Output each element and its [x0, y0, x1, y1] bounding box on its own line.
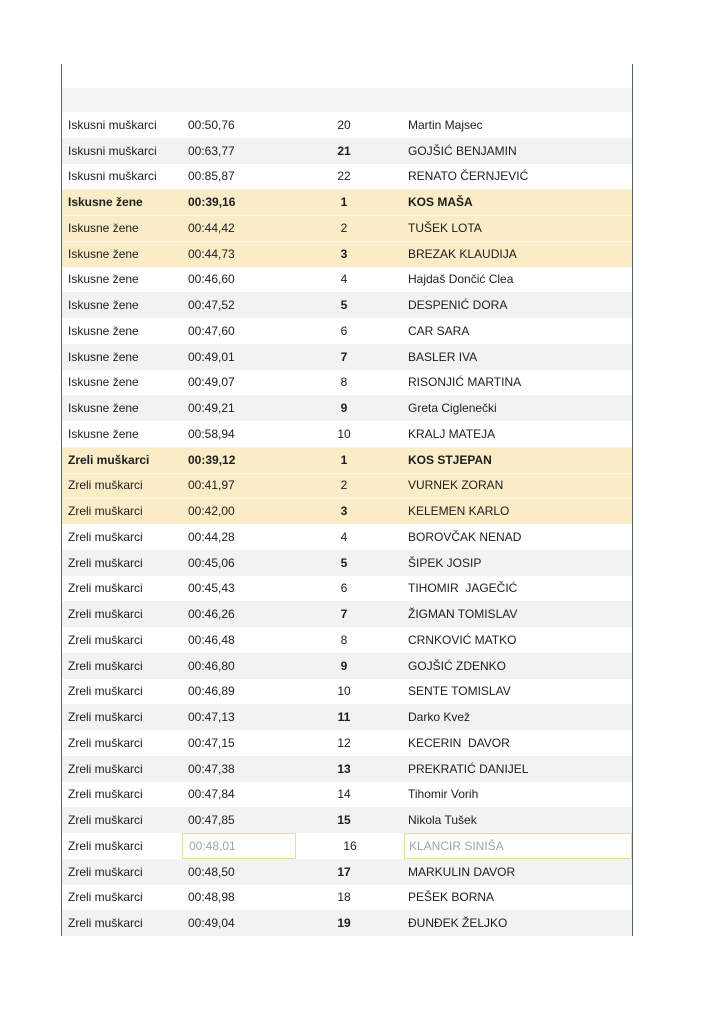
table-row — [62, 859, 632, 885]
time-cell: 00:47,85 — [188, 813, 235, 828]
table-row — [62, 910, 632, 936]
rank-cell: 22 — [337, 169, 351, 184]
rank-cell: 10 — [337, 684, 351, 699]
rank-cell: 7 — [340, 607, 348, 622]
rank-cell: 1 — [340, 452, 348, 467]
time-cell: 00:47,84 — [188, 787, 235, 802]
category-cell: Zreli muškarci — [68, 504, 143, 519]
time-cell: 00:44,73 — [188, 246, 235, 261]
time-cell: 00:49,04 — [188, 916, 235, 931]
rank-cell: 19 — [337, 916, 351, 931]
time-cell: 00:49,07 — [188, 375, 235, 390]
rank-cell: 7 — [340, 349, 348, 364]
table-row — [62, 473, 632, 499]
table-row — [62, 447, 632, 473]
name-cell: MARKULIN DAVOR — [408, 864, 516, 879]
time-cell: 00:45,06 — [188, 555, 235, 570]
name-cell: KOS MAŠA — [408, 195, 473, 210]
table-row — [62, 576, 632, 602]
name-cell: KOS STJEPAN — [408, 452, 492, 467]
table-row — [62, 267, 632, 293]
rank-cell: 6 — [340, 581, 348, 596]
time-cell: 00:49,01 — [188, 349, 235, 364]
time-cell: 00:48,50 — [188, 864, 235, 879]
time-cell: 00:58,94 — [188, 426, 235, 441]
rank-cell: 11 — [337, 710, 351, 725]
table-row — [62, 627, 632, 653]
category-cell: Zreli muškarci — [68, 478, 143, 493]
category-cell: Zreli muškarci — [68, 813, 143, 828]
table-row — [62, 704, 632, 730]
time-cell: 00:47,52 — [188, 298, 235, 313]
category-cell: Iskusne žene — [68, 323, 139, 338]
time-cell: 00:47,15 — [188, 735, 235, 750]
table-row — [62, 601, 632, 627]
rank-cell: 5 — [340, 555, 348, 570]
time-cell: 00:46,48 — [188, 632, 235, 647]
table-row — [62, 344, 632, 370]
category-cell: Zreli muškarci — [68, 916, 143, 931]
time-cell: 00:44,42 — [188, 220, 235, 235]
rank-cell: 16 — [343, 838, 357, 853]
category-cell: Zreli muškarci — [68, 607, 143, 622]
rank-cell: 2 — [340, 478, 348, 493]
table-row — [62, 653, 632, 679]
time-cell: 00:63,77 — [188, 143, 235, 158]
rank-cell: 9 — [340, 658, 348, 673]
category-cell: Zreli muškarci — [68, 787, 143, 802]
time-cell: 00:39,12 — [188, 452, 236, 467]
table-row — [62, 885, 632, 911]
category-cell: Iskusne žene — [68, 272, 139, 287]
name-cell: PREKRATIĆ DANIJEL — [408, 761, 529, 776]
category-cell: Iskusne žene — [68, 298, 139, 313]
category-cell: Iskusne žene — [68, 401, 139, 416]
category-cell: Iskusne žene — [68, 220, 139, 235]
table-row — [62, 807, 632, 833]
name-cell: CRNKOVIĆ MATKO — [408, 632, 517, 647]
results-sheet — [61, 64, 633, 936]
time-cell: 00:48,98 — [188, 890, 235, 905]
rank-cell: 5 — [340, 298, 348, 313]
name-cell: BOROVČAK NENAD — [408, 529, 522, 544]
time-cell: 00:46,80 — [188, 658, 235, 673]
name-cell: TIHOMIR JAGEČIĆ — [408, 581, 518, 596]
name-cell: RISONJIĆ MARTINA — [408, 375, 522, 390]
name-cell: GOJŠIĆ ZDENKO — [408, 658, 507, 673]
time-cell: 00:49,21 — [188, 401, 235, 416]
name-cell: Tihomir Vorih — [408, 787, 479, 802]
table-row — [62, 370, 632, 396]
rank-cell: 20 — [337, 117, 351, 132]
time-cell: 00:47,13 — [188, 710, 235, 725]
table-row — [62, 138, 632, 164]
rank-cell: 8 — [340, 375, 348, 390]
rank-cell: 12 — [337, 735, 351, 750]
category-cell: Zreli muškarci — [68, 735, 143, 750]
table-row — [62, 421, 632, 447]
time-cell: 00:85,87 — [188, 169, 235, 184]
time-cell: 00:46,89 — [188, 684, 235, 699]
category-cell: Iskusne žene — [68, 195, 143, 210]
table-row — [62, 112, 632, 138]
name-cell: KELEMEN KARLO — [408, 504, 510, 519]
name-cell: DESPENIĆ DORA — [408, 298, 508, 313]
name-cell: ĐUNĐEK ŽELJKO — [408, 916, 508, 931]
name-cell: ŠIPEK JOSIP — [408, 555, 482, 570]
category-cell: Zreli muškarci — [68, 761, 143, 776]
time-cell: 00:46,60 — [188, 272, 235, 287]
table-row — [62, 395, 632, 421]
rank-cell: 18 — [337, 890, 351, 905]
rank-cell: 13 — [337, 761, 351, 776]
time-cell: 00:42,00 — [188, 504, 235, 519]
name-cell: KRALJ MATEJA — [408, 426, 496, 441]
name-cell: ŽIGMAN TOMISLAV — [408, 607, 518, 622]
time-cell: 00:44,28 — [188, 529, 235, 544]
rank-cell: 21 — [337, 143, 351, 158]
category-cell: Iskusni muškarci — [68, 117, 157, 132]
table-row — [62, 189, 632, 215]
results-rows — [62, 112, 632, 936]
time-cell: 00:46,26 — [188, 607, 235, 622]
category-cell: Zreli muškarci — [68, 555, 143, 570]
table-row — [62, 833, 632, 859]
table-row — [62, 241, 632, 267]
name-cell: RENATO ČERNJEVIĆ — [408, 169, 529, 184]
category-cell: Zreli muškarci — [68, 632, 143, 647]
category-cell: Iskusni muškarci — [68, 143, 157, 158]
category-cell: Zreli muškarci — [68, 581, 143, 596]
time-cell: 00:45,43 — [188, 581, 235, 596]
time-cell: 00:47,60 — [188, 323, 235, 338]
category-cell: Iskusne žene — [68, 349, 139, 364]
rank-cell: 15 — [337, 813, 351, 828]
name-cell: CAR SARA — [408, 323, 470, 338]
name-cell: TUŠEK LOTA — [408, 220, 482, 235]
table-row — [62, 318, 632, 344]
rank-cell: 4 — [340, 272, 348, 287]
name-cell: GOJŠIĆ BENJAMIN — [408, 143, 517, 158]
rank-cell: 9 — [340, 401, 348, 416]
rank-cell: 1 — [340, 195, 348, 210]
name-cell: Hajdaš Dončić Clea — [408, 272, 514, 287]
category-cell: Zreli muškarci — [68, 684, 143, 699]
rank-cell: 3 — [340, 504, 348, 519]
table-row — [62, 524, 632, 550]
category-cell: Zreli muškarci — [68, 452, 150, 467]
time-cell: 00:41,97 — [188, 478, 235, 493]
rank-cell: 2 — [340, 220, 348, 235]
rank-cell: 4 — [340, 529, 348, 544]
rank-cell: 14 — [337, 787, 351, 802]
category-cell: Iskusne žene — [68, 246, 139, 261]
table-row — [62, 782, 632, 808]
sheet-top-spacer — [62, 64, 632, 88]
table-row — [62, 550, 632, 576]
name-cell: SENTE TOMISLAV — [408, 684, 511, 699]
header-band — [62, 88, 632, 112]
category-cell: Zreli muškarci — [68, 838, 143, 853]
time-cell: 00:39,16 — [188, 195, 236, 210]
category-cell: Zreli muškarci — [68, 890, 143, 905]
category-cell: Iskusni muškarci — [68, 169, 157, 184]
table-row — [62, 679, 632, 705]
rank-cell: 6 — [340, 323, 348, 338]
name-cell: Martin Majsec — [408, 117, 483, 132]
category-cell: Zreli muškarci — [68, 658, 143, 673]
category-cell: Zreli muškarci — [68, 864, 143, 879]
name-cell: VURNEK ZORAN — [408, 478, 504, 493]
table-row — [62, 292, 632, 318]
name-cell: KLANCIR SINIŠA — [404, 833, 632, 859]
table-row — [62, 498, 632, 524]
time-cell: 00:50,76 — [188, 117, 235, 132]
table-row — [62, 164, 632, 190]
category-cell: Iskusne žene — [68, 426, 139, 441]
table-row — [62, 730, 632, 756]
name-cell: PEŠEK BORNA — [408, 890, 495, 905]
rank-cell: 10 — [337, 426, 351, 441]
name-cell: KECERIN DAVOR — [408, 735, 510, 750]
name-cell: Nikola Tušek — [408, 813, 477, 828]
name-cell: Greta Ciglenečki — [408, 401, 497, 416]
category-cell: Zreli muškarci — [68, 710, 143, 725]
table-row — [62, 215, 632, 241]
rank-cell: 17 — [337, 864, 351, 879]
name-cell: Darko Kvež — [408, 710, 471, 725]
rank-cell: 8 — [340, 632, 348, 647]
rank-cell: 3 — [340, 246, 348, 261]
name-cell: BASLER IVA — [408, 349, 478, 364]
category-cell: Iskusne žene — [68, 375, 139, 390]
time-cell: 00:48,01 — [182, 833, 296, 859]
category-cell: Zreli muškarci — [68, 529, 143, 544]
name-cell: BREZAK KLAUDIJA — [408, 246, 517, 261]
time-cell: 00:47,38 — [188, 761, 235, 776]
table-row — [62, 756, 632, 782]
